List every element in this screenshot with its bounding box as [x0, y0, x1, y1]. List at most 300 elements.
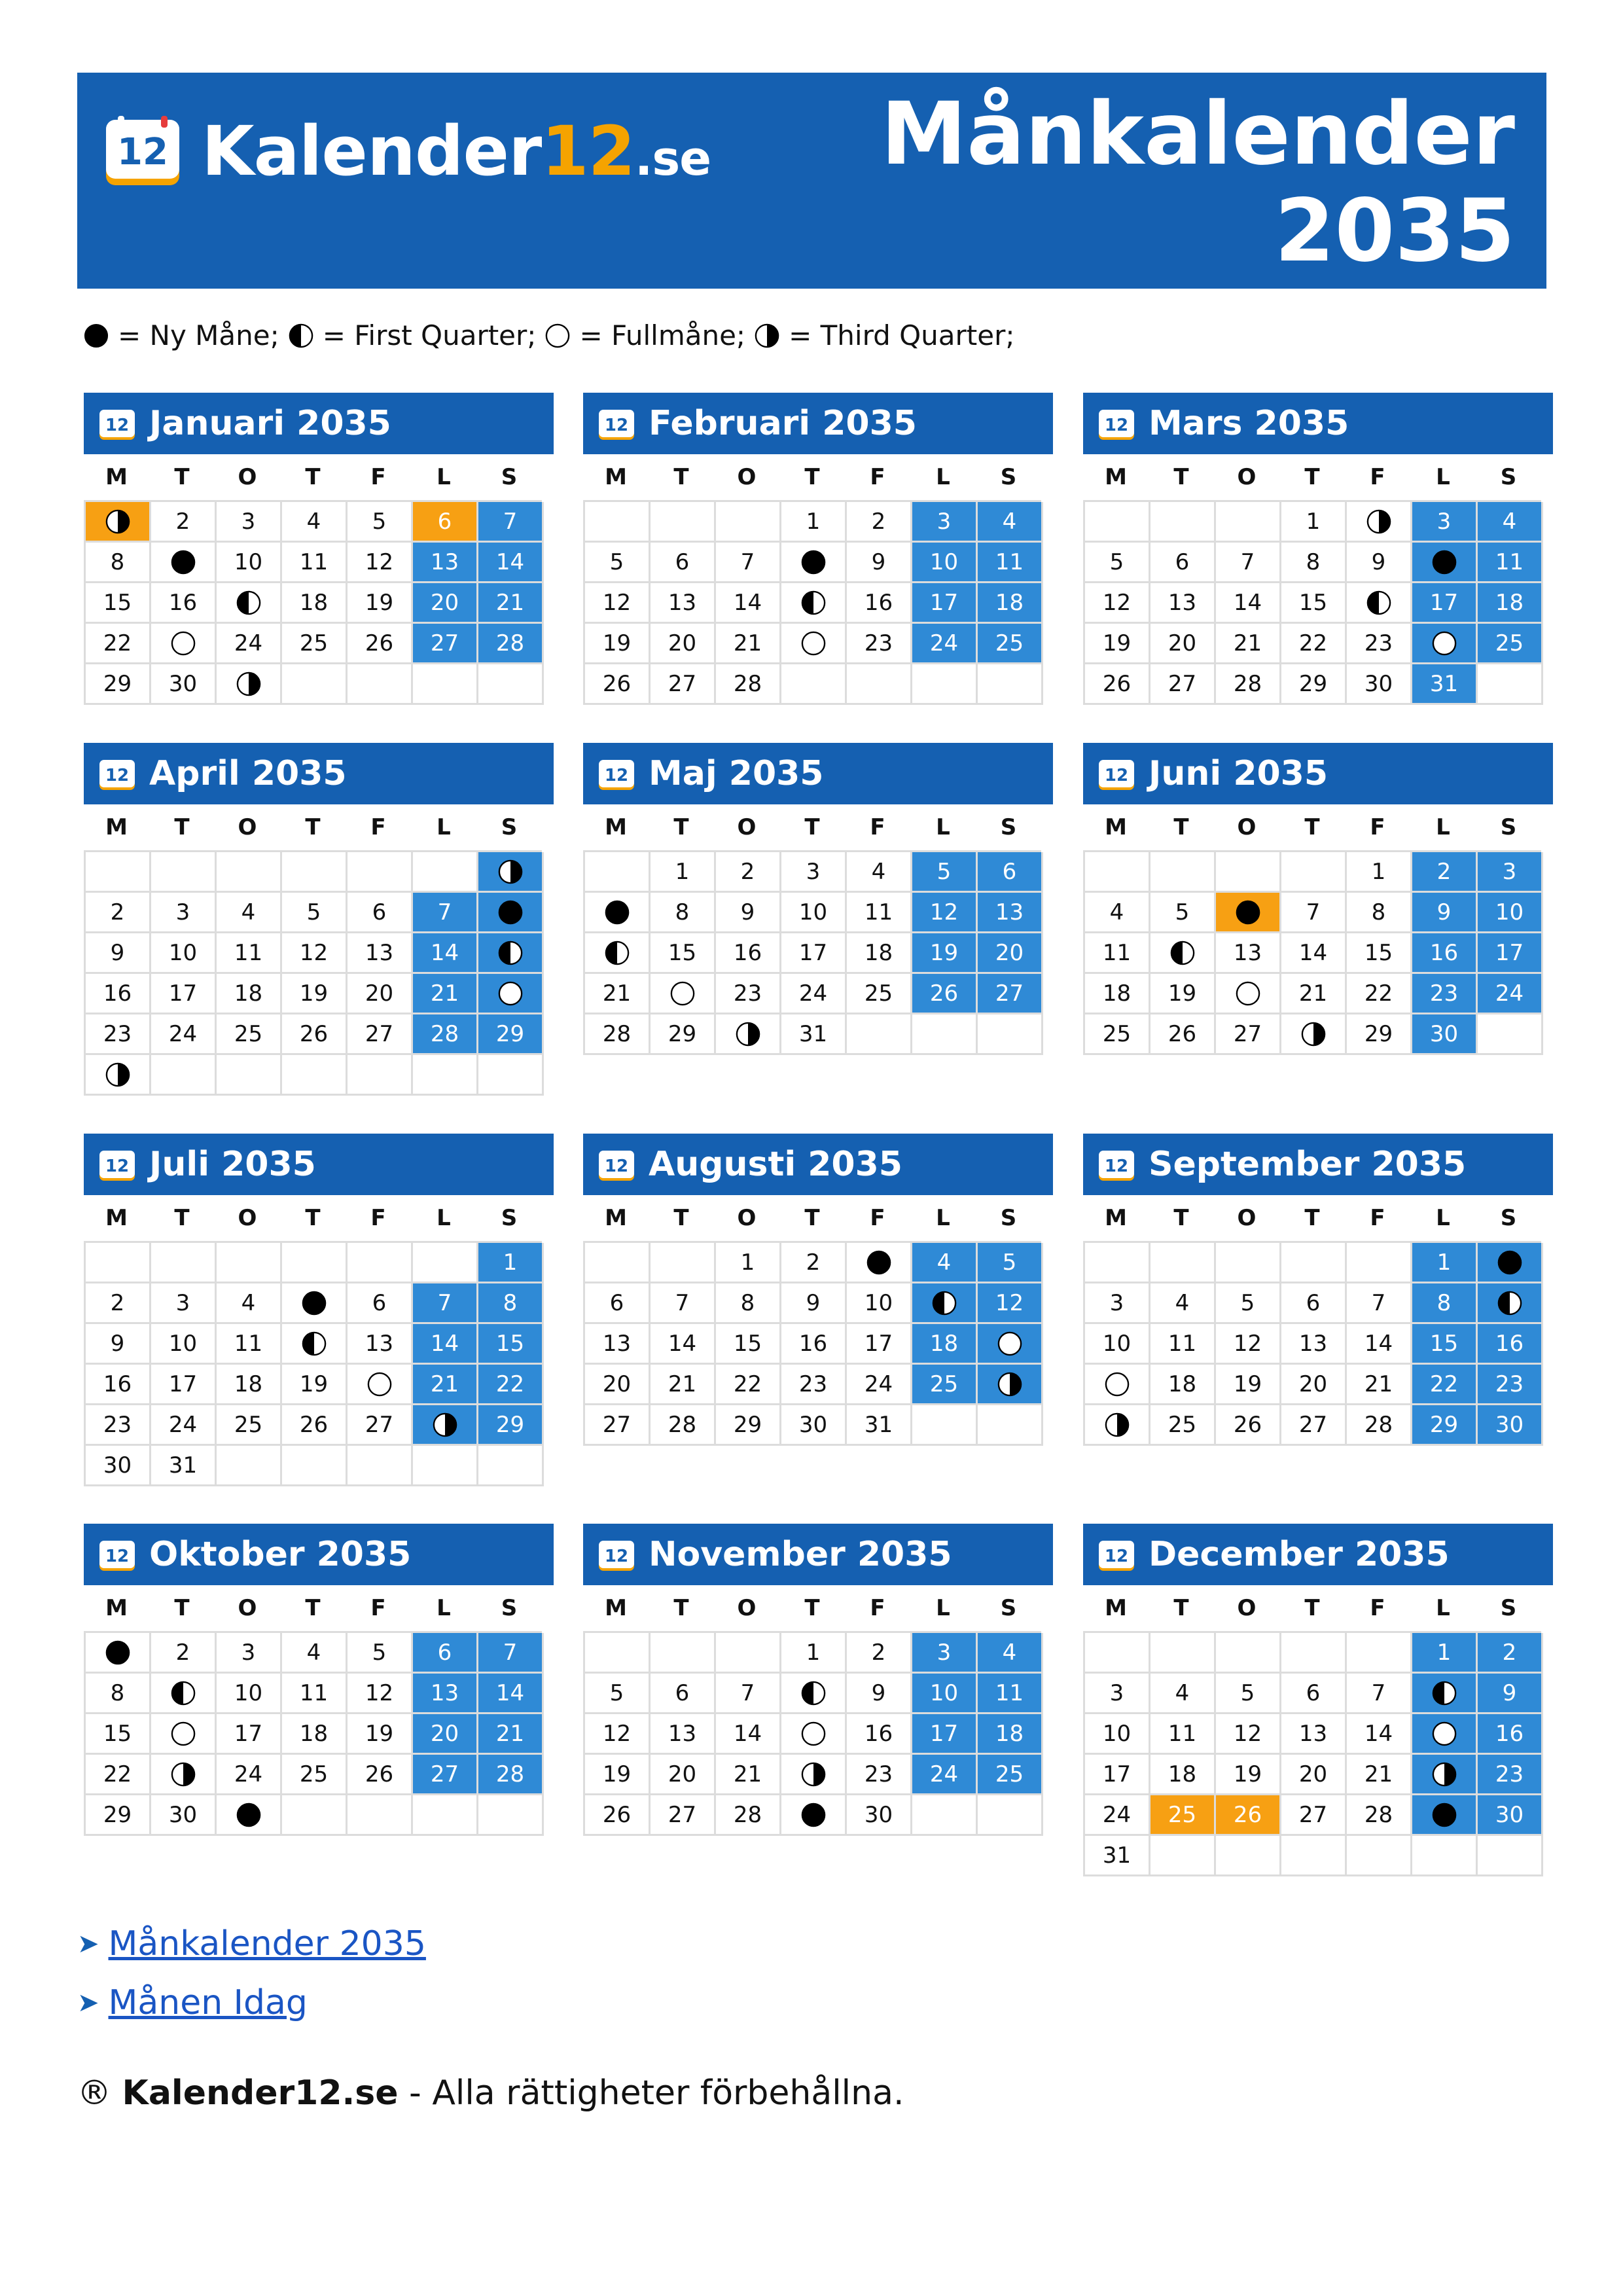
day-cell[interactable] [1150, 1755, 1216, 1795]
day-cell[interactable] [781, 1633, 847, 1674]
day-cell[interactable] [716, 893, 781, 933]
day-cell[interactable] [1281, 1014, 1347, 1055]
day-cell[interactable] [1085, 1283, 1150, 1324]
day-cell[interactable] [1281, 543, 1347, 583]
day-cell[interactable] [1281, 1405, 1347, 1446]
day-cell[interactable] [217, 933, 282, 974]
day-cell[interactable] [847, 624, 912, 664]
day-cell[interactable] [651, 933, 716, 974]
day-cell[interactable] [1150, 1014, 1216, 1055]
day-cell[interactable] [1412, 624, 1478, 664]
day-cell[interactable] [1150, 933, 1216, 974]
day-cell[interactable] [912, 543, 978, 583]
day-cell[interactable] [151, 543, 217, 583]
day-cell[interactable] [1412, 1633, 1478, 1674]
day-cell[interactable] [585, 1365, 651, 1405]
day-cell[interactable] [348, 543, 413, 583]
day-cell[interactable] [151, 502, 217, 543]
day-cell[interactable] [651, 1714, 716, 1755]
day-cell[interactable] [1085, 1324, 1150, 1365]
day-cell[interactable] [86, 1795, 151, 1836]
day-cell[interactable] [847, 502, 912, 543]
day-cell[interactable] [86, 1283, 151, 1324]
day-cell[interactable] [86, 1446, 151, 1486]
day-cell[interactable] [1478, 583, 1543, 624]
day-cell[interactable] [86, 1755, 151, 1795]
day-cell[interactable] [781, 933, 847, 974]
link-moon-today[interactable]: Månen Idag [108, 1983, 308, 2022]
day-cell[interactable] [1216, 893, 1281, 933]
day-cell[interactable] [781, 974, 847, 1014]
day-cell[interactable] [1085, 1365, 1150, 1405]
day-cell[interactable] [413, 502, 478, 543]
day-cell[interactable] [1085, 664, 1150, 705]
day-cell[interactable] [151, 1365, 217, 1405]
day-cell[interactable] [585, 543, 651, 583]
day-cell[interactable] [847, 1324, 912, 1365]
day-cell[interactable] [1281, 1755, 1347, 1795]
day-cell[interactable] [217, 664, 282, 705]
day-cell[interactable] [781, 893, 847, 933]
day-cell[interactable] [651, 583, 716, 624]
day-cell[interactable] [1281, 583, 1347, 624]
day-cell[interactable] [716, 1674, 781, 1714]
day-cell[interactable] [217, 543, 282, 583]
day-cell[interactable] [651, 1283, 716, 1324]
day-cell[interactable] [348, 624, 413, 664]
day-cell[interactable] [1150, 624, 1216, 664]
link-moon-calendar[interactable]: Månkalender 2035 [108, 1924, 426, 1964]
day-cell[interactable] [1478, 1633, 1543, 1674]
day-cell[interactable] [478, 1283, 544, 1324]
day-cell[interactable] [1478, 1674, 1543, 1714]
day-cell[interactable] [348, 1633, 413, 1674]
day-cell[interactable] [151, 624, 217, 664]
day-cell[interactable] [413, 1405, 478, 1446]
day-cell[interactable] [1347, 1283, 1412, 1324]
day-cell[interactable] [716, 1405, 781, 1446]
day-cell[interactable] [912, 893, 978, 933]
day-cell[interactable] [1281, 933, 1347, 974]
day-cell[interactable] [86, 1714, 151, 1755]
day-cell[interactable] [978, 974, 1043, 1014]
day-cell[interactable] [1347, 1324, 1412, 1365]
day-cell[interactable] [282, 1633, 348, 1674]
day-cell[interactable] [217, 1795, 282, 1836]
day-cell[interactable] [781, 1405, 847, 1446]
day-cell[interactable] [585, 1405, 651, 1446]
day-cell[interactable] [651, 1324, 716, 1365]
day-cell[interactable] [151, 583, 217, 624]
day-cell[interactable] [413, 974, 478, 1014]
day-cell[interactable] [1150, 893, 1216, 933]
day-cell[interactable] [716, 1714, 781, 1755]
day-cell[interactable] [217, 1014, 282, 1055]
day-cell[interactable] [413, 893, 478, 933]
day-cell[interactable] [978, 1674, 1043, 1714]
day-cell[interactable] [348, 502, 413, 543]
day-cell[interactable] [781, 1243, 847, 1283]
day-cell[interactable] [348, 1365, 413, 1405]
day-cell[interactable] [912, 1714, 978, 1755]
day-cell[interactable] [1412, 1324, 1478, 1365]
day-cell[interactable] [978, 543, 1043, 583]
day-cell[interactable] [978, 624, 1043, 664]
day-cell[interactable] [1478, 502, 1543, 543]
day-cell[interactable] [585, 1795, 651, 1836]
day-cell[interactable] [978, 1714, 1043, 1755]
day-cell[interactable] [847, 1243, 912, 1283]
day-cell[interactable] [651, 1014, 716, 1055]
day-cell[interactable] [282, 1714, 348, 1755]
day-cell[interactable] [151, 893, 217, 933]
day-cell[interactable] [1412, 583, 1478, 624]
day-cell[interactable] [716, 664, 781, 705]
day-cell[interactable] [978, 1283, 1043, 1324]
day-cell[interactable] [217, 583, 282, 624]
day-cell[interactable] [86, 1633, 151, 1674]
day-cell[interactable] [217, 1405, 282, 1446]
day-cell[interactable] [1347, 933, 1412, 974]
day-cell[interactable] [478, 543, 544, 583]
day-cell[interactable] [217, 893, 282, 933]
day-cell[interactable] [86, 624, 151, 664]
day-cell[interactable] [912, 502, 978, 543]
day-cell[interactable] [86, 1365, 151, 1405]
day-cell[interactable] [716, 974, 781, 1014]
day-cell[interactable] [1478, 1405, 1543, 1446]
day-cell[interactable] [86, 664, 151, 705]
day-cell[interactable] [478, 583, 544, 624]
day-cell[interactable] [348, 583, 413, 624]
day-cell[interactable] [217, 1674, 282, 1714]
day-cell[interactable] [585, 1755, 651, 1795]
day-cell[interactable] [1412, 1795, 1478, 1836]
day-cell[interactable] [151, 933, 217, 974]
day-cell[interactable] [978, 1633, 1043, 1674]
day-cell[interactable] [413, 543, 478, 583]
day-cell[interactable] [1216, 1324, 1281, 1365]
day-cell[interactable] [585, 1283, 651, 1324]
day-cell[interactable] [585, 974, 651, 1014]
day-cell[interactable] [1281, 1324, 1347, 1365]
day-cell[interactable] [1150, 664, 1216, 705]
day-cell[interactable] [1216, 1365, 1281, 1405]
day-cell[interactable] [1150, 1405, 1216, 1446]
day-cell[interactable] [847, 1674, 912, 1714]
day-cell[interactable] [478, 1405, 544, 1446]
day-cell[interactable] [348, 1324, 413, 1365]
day-cell[interactable] [1216, 1795, 1281, 1836]
day-cell[interactable] [1085, 1755, 1150, 1795]
day-cell[interactable] [1281, 1283, 1347, 1324]
day-cell[interactable] [1478, 1714, 1543, 1755]
day-cell[interactable] [651, 893, 716, 933]
day-cell[interactable] [1085, 1795, 1150, 1836]
day-cell[interactable] [716, 583, 781, 624]
day-cell[interactable] [413, 1014, 478, 1055]
day-cell[interactable] [151, 1014, 217, 1055]
day-cell[interactable] [651, 624, 716, 664]
day-cell[interactable] [348, 974, 413, 1014]
day-cell[interactable] [781, 852, 847, 893]
day-cell[interactable] [282, 583, 348, 624]
day-cell[interactable] [781, 624, 847, 664]
day-cell[interactable] [716, 1324, 781, 1365]
day-cell[interactable] [217, 974, 282, 1014]
day-cell[interactable] [1478, 974, 1543, 1014]
day-cell[interactable] [1281, 1365, 1347, 1405]
day-cell[interactable] [912, 1324, 978, 1365]
day-cell[interactable] [478, 1324, 544, 1365]
day-cell[interactable] [912, 974, 978, 1014]
day-cell[interactable] [781, 1324, 847, 1365]
day-cell[interactable] [1347, 1714, 1412, 1755]
day-cell[interactable] [912, 1283, 978, 1324]
day-cell[interactable] [1085, 1014, 1150, 1055]
day-cell[interactable] [1347, 664, 1412, 705]
day-cell[interactable] [1216, 933, 1281, 974]
day-cell[interactable] [1216, 624, 1281, 664]
day-cell[interactable] [86, 1324, 151, 1365]
day-cell[interactable] [151, 664, 217, 705]
day-cell[interactable] [86, 1405, 151, 1446]
day-cell[interactable] [847, 893, 912, 933]
day-cell[interactable] [86, 1055, 151, 1096]
day-cell[interactable] [1478, 1283, 1543, 1324]
day-cell[interactable] [86, 502, 151, 543]
day-cell[interactable] [1281, 664, 1347, 705]
day-cell[interactable] [151, 1795, 217, 1836]
day-cell[interactable] [781, 502, 847, 543]
day-cell[interactable] [912, 933, 978, 974]
day-cell[interactable] [912, 1365, 978, 1405]
day-cell[interactable] [1085, 1674, 1150, 1714]
day-cell[interactable] [1347, 893, 1412, 933]
day-cell[interactable] [1085, 1405, 1150, 1446]
day-cell[interactable] [478, 1014, 544, 1055]
day-cell[interactable] [1281, 893, 1347, 933]
day-cell[interactable] [413, 1714, 478, 1755]
day-cell[interactable] [847, 974, 912, 1014]
day-cell[interactable] [413, 624, 478, 664]
day-cell[interactable] [1281, 1674, 1347, 1714]
day-cell[interactable] [217, 1755, 282, 1795]
day-cell[interactable] [1412, 1283, 1478, 1324]
day-cell[interactable] [413, 1755, 478, 1795]
day-cell[interactable] [978, 583, 1043, 624]
day-cell[interactable] [282, 893, 348, 933]
day-cell[interactable] [348, 1714, 413, 1755]
day-cell[interactable] [585, 664, 651, 705]
day-cell[interactable] [282, 543, 348, 583]
day-cell[interactable] [478, 933, 544, 974]
day-cell[interactable] [978, 1755, 1043, 1795]
day-cell[interactable] [282, 1324, 348, 1365]
day-cell[interactable] [1085, 624, 1150, 664]
day-cell[interactable] [1478, 1365, 1543, 1405]
day-cell[interactable] [912, 1633, 978, 1674]
day-cell[interactable] [282, 1405, 348, 1446]
day-cell[interactable] [1281, 1714, 1347, 1755]
day-cell[interactable] [151, 1714, 217, 1755]
day-cell[interactable] [978, 502, 1043, 543]
day-cell[interactable] [847, 583, 912, 624]
day-cell[interactable] [847, 1405, 912, 1446]
day-cell[interactable] [1478, 1795, 1543, 1836]
day-cell[interactable] [478, 1714, 544, 1755]
day-cell[interactable] [1216, 1014, 1281, 1055]
day-cell[interactable] [978, 933, 1043, 974]
day-cell[interactable] [1478, 543, 1543, 583]
day-cell[interactable] [1347, 1405, 1412, 1446]
day-cell[interactable] [651, 1795, 716, 1836]
day-cell[interactable] [847, 1365, 912, 1405]
day-cell[interactable] [86, 974, 151, 1014]
day-cell[interactable] [478, 502, 544, 543]
day-cell[interactable] [151, 974, 217, 1014]
day-cell[interactable] [912, 624, 978, 664]
day-cell[interactable] [847, 543, 912, 583]
day-cell[interactable] [478, 852, 544, 893]
day-cell[interactable] [217, 502, 282, 543]
day-cell[interactable] [716, 1755, 781, 1795]
day-cell[interactable] [716, 1243, 781, 1283]
day-cell[interactable] [1347, 583, 1412, 624]
day-cell[interactable] [1412, 893, 1478, 933]
day-cell[interactable] [847, 1795, 912, 1836]
day-cell[interactable] [1216, 1714, 1281, 1755]
day-cell[interactable] [282, 974, 348, 1014]
day-cell[interactable] [912, 1674, 978, 1714]
day-cell[interactable] [585, 583, 651, 624]
day-cell[interactable] [348, 1014, 413, 1055]
day-cell[interactable] [348, 933, 413, 974]
day-cell[interactable] [847, 1283, 912, 1324]
day-cell[interactable] [1085, 583, 1150, 624]
day-cell[interactable] [282, 1014, 348, 1055]
day-cell[interactable] [1281, 974, 1347, 1014]
day-cell[interactable] [847, 1755, 912, 1795]
day-cell[interactable] [1150, 974, 1216, 1014]
day-cell[interactable] [1347, 974, 1412, 1014]
day-cell[interactable] [1085, 1836, 1150, 1876]
day-cell[interactable] [1085, 1714, 1150, 1755]
day-cell[interactable] [217, 624, 282, 664]
day-cell[interactable] [585, 1014, 651, 1055]
day-cell[interactable] [978, 1243, 1043, 1283]
day-cell[interactable] [781, 1674, 847, 1714]
day-cell[interactable] [651, 1365, 716, 1405]
day-cell[interactable] [478, 1755, 544, 1795]
day-cell[interactable] [912, 852, 978, 893]
day-cell[interactable] [1216, 543, 1281, 583]
day-cell[interactable] [478, 1674, 544, 1714]
day-cell[interactable] [282, 502, 348, 543]
day-cell[interactable] [151, 1283, 217, 1324]
day-cell[interactable] [1150, 1714, 1216, 1755]
day-cell[interactable] [781, 1283, 847, 1324]
day-cell[interactable] [847, 1714, 912, 1755]
day-cell[interactable] [151, 1405, 217, 1446]
day-cell[interactable] [585, 624, 651, 664]
day-cell[interactable] [1281, 502, 1347, 543]
day-cell[interactable] [716, 1795, 781, 1836]
day-cell[interactable] [1216, 664, 1281, 705]
day-cell[interactable] [413, 1674, 478, 1714]
day-cell[interactable] [413, 1283, 478, 1324]
day-cell[interactable] [912, 583, 978, 624]
day-cell[interactable] [1085, 893, 1150, 933]
day-cell[interactable] [151, 1674, 217, 1714]
day-cell[interactable] [1478, 852, 1543, 893]
day-cell[interactable] [86, 893, 151, 933]
day-cell[interactable] [1216, 974, 1281, 1014]
day-cell[interactable] [86, 933, 151, 974]
day-cell[interactable] [1412, 1674, 1478, 1714]
day-cell[interactable] [651, 1405, 716, 1446]
day-cell[interactable] [1412, 1755, 1478, 1795]
day-cell[interactable] [1085, 543, 1150, 583]
day-cell[interactable] [1347, 624, 1412, 664]
day-cell[interactable] [651, 1674, 716, 1714]
day-cell[interactable] [585, 933, 651, 974]
day-cell[interactable] [217, 1714, 282, 1755]
day-cell[interactable] [585, 1674, 651, 1714]
day-cell[interactable] [781, 1795, 847, 1836]
day-cell[interactable] [1085, 974, 1150, 1014]
day-cell[interactable] [716, 1283, 781, 1324]
day-cell[interactable] [282, 1674, 348, 1714]
day-cell[interactable] [781, 1365, 847, 1405]
day-cell[interactable] [912, 1243, 978, 1283]
day-cell[interactable] [1085, 933, 1150, 974]
day-cell[interactable] [1478, 1243, 1543, 1283]
day-cell[interactable] [978, 1365, 1043, 1405]
day-cell[interactable] [348, 1283, 413, 1324]
day-cell[interactable] [151, 1755, 217, 1795]
day-cell[interactable] [348, 1674, 413, 1714]
day-cell[interactable] [1347, 1795, 1412, 1836]
day-cell[interactable] [1412, 1243, 1478, 1283]
day-cell[interactable] [978, 852, 1043, 893]
day-cell[interactable] [282, 624, 348, 664]
day-cell[interactable] [217, 1365, 282, 1405]
day-cell[interactable] [413, 933, 478, 974]
day-cell[interactable] [781, 1014, 847, 1055]
day-cell[interactable] [86, 1014, 151, 1055]
day-cell[interactable] [1347, 1674, 1412, 1714]
day-cell[interactable] [585, 1714, 651, 1755]
day-cell[interactable] [348, 1405, 413, 1446]
day-cell[interactable] [282, 1365, 348, 1405]
day-cell[interactable] [1412, 933, 1478, 974]
day-cell[interactable] [716, 852, 781, 893]
day-cell[interactable] [651, 1755, 716, 1795]
day-cell[interactable] [478, 1633, 544, 1674]
day-cell[interactable] [651, 543, 716, 583]
day-cell[interactable] [585, 1324, 651, 1365]
day-cell[interactable] [478, 1243, 544, 1283]
day-cell[interactable] [413, 583, 478, 624]
day-cell[interactable] [716, 933, 781, 974]
day-cell[interactable] [716, 624, 781, 664]
day-cell[interactable] [1412, 1365, 1478, 1405]
day-cell[interactable] [478, 893, 544, 933]
day-cell[interactable] [1150, 1283, 1216, 1324]
day-cell[interactable] [781, 1755, 847, 1795]
day-cell[interactable] [781, 543, 847, 583]
